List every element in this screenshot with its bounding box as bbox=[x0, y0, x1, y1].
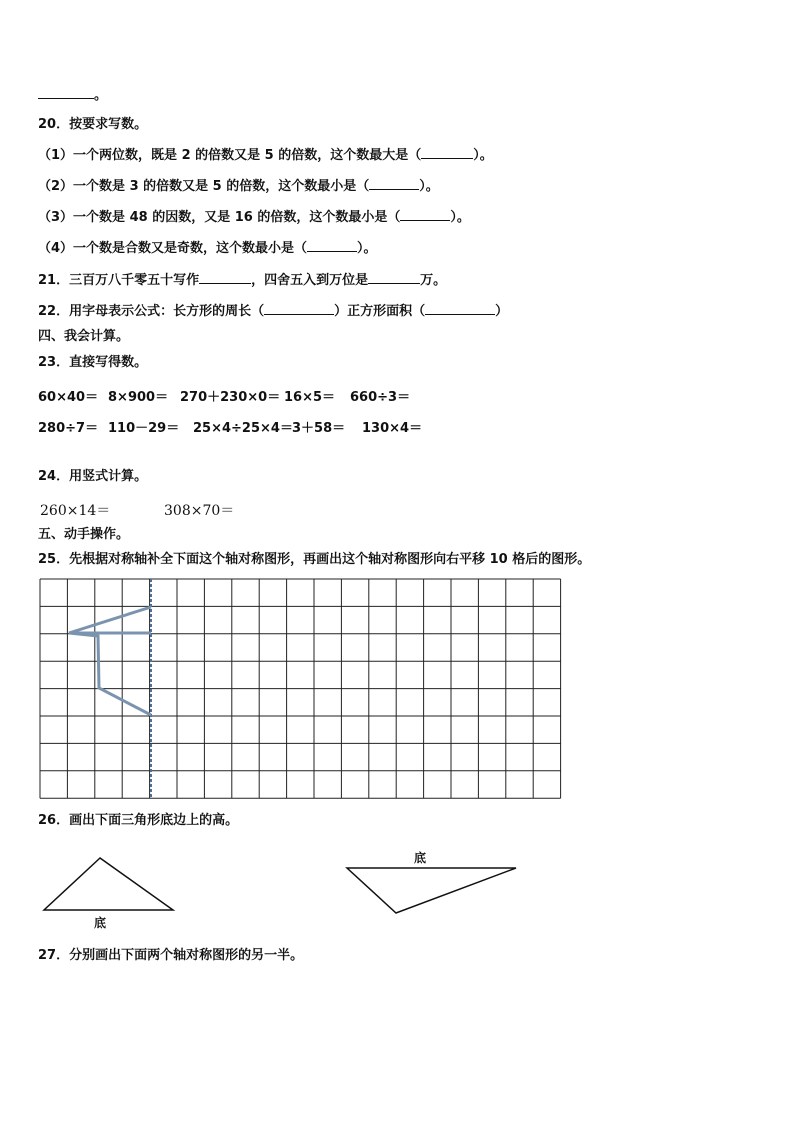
calc-item: 8×900＝ bbox=[108, 390, 169, 405]
triangle-left bbox=[44, 858, 173, 910]
q20-item-3: （3）一个数是 48 的因数，又是 16 的倍数，这个数最小是（ ）。 bbox=[38, 210, 470, 225]
q20-item-4: （4）一个数是合数又是奇数，这个数最小是（ ）。 bbox=[38, 241, 377, 256]
q25-title: 25．先根据对称轴补全下面这个轴对称图形，再画出这个轴对称图形向右平移 10 格后的图形。 bbox=[38, 552, 591, 567]
calc-item: 60×40＝ bbox=[38, 390, 99, 405]
q22: 22．用字母表示公式：长方形的周长（ ）正方形面积（ ） bbox=[38, 304, 509, 319]
previous-question-tail: 。 bbox=[38, 86, 107, 105]
base-label-right: 底 bbox=[414, 851, 427, 865]
q24-calc-2: 308×70＝ bbox=[164, 503, 235, 519]
q23-title: 23．直接写得数。 bbox=[38, 355, 148, 370]
calc-item: 280÷7＝ bbox=[38, 421, 99, 436]
calc-item: 130×4＝ bbox=[362, 421, 423, 436]
calc-item: 25×4÷25×4＝ bbox=[193, 421, 293, 436]
q26-title: 26．画出下面三角形底边上的高。 bbox=[38, 813, 239, 828]
calc-item: 16×5＝ bbox=[284, 390, 336, 405]
section-5-heading: 五、动手操作。 bbox=[38, 527, 130, 542]
q20-item-1: （1）一个两位数，既是 2 的倍数又是 5 的倍数，这个数最大是（ ）。 bbox=[38, 148, 493, 163]
q21: 21．三百万八千零五十写作 ，四舍五入到万位是 万。 bbox=[38, 273, 447, 288]
calc-item: 110－29＝ bbox=[108, 421, 180, 436]
q24-title: 24．用竖式计算。 bbox=[38, 469, 148, 484]
calc-item: 270＋230×0＝ bbox=[180, 390, 281, 405]
q20-item-2: （2）一个数是 3 的倍数又是 5 的倍数，这个数最小是（ ）。 bbox=[38, 179, 439, 194]
triangle-right bbox=[347, 868, 516, 913]
calc-item: 3＋58＝ bbox=[292, 421, 346, 436]
q20-title: 20．按要求写数。 bbox=[38, 117, 148, 132]
base-label-left: 底 bbox=[94, 916, 107, 930]
half-shape-top bbox=[69, 607, 151, 633]
q24-calc-1: 260×14＝ bbox=[40, 503, 111, 519]
section-4-heading: 四、我会计算。 bbox=[38, 329, 130, 344]
calc-item: 660÷3＝ bbox=[350, 390, 411, 405]
half-shape-bottom bbox=[69, 633, 151, 715]
square-grid[interactable] bbox=[40, 579, 561, 798]
q27-title: 27．分别画出下面两个轴对称图形的另一半。 bbox=[38, 948, 304, 963]
